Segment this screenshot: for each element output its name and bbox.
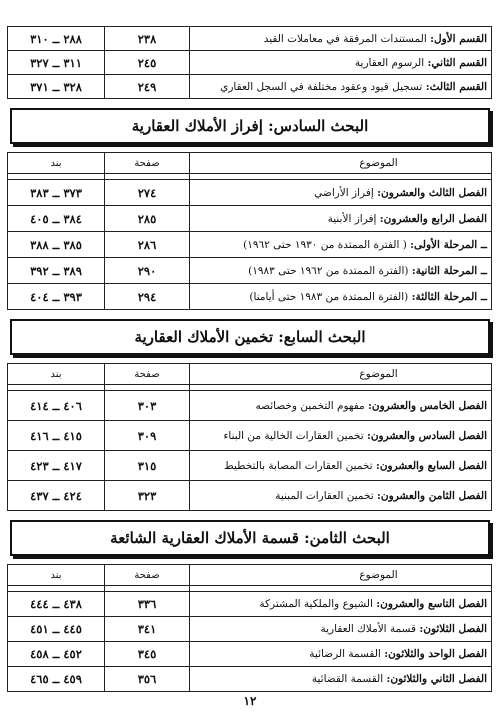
toc-item-range: ٣٨٥ ــ ٣٨٨ [8, 232, 105, 258]
toc-page-number: ٢٨٥ [105, 206, 190, 232]
toc-subject [190, 617, 492, 642]
toc-page-number: ٣٤٥ [105, 642, 190, 667]
toc-subject-text: الرسوم العقارية [354, 56, 428, 69]
toc-subject-text: إفراز الأراضي [314, 186, 378, 199]
page-number: ١٢ [243, 694, 257, 708]
toc-subject-text: (الفترة الممتدة من ١٩٦٢ حتى ١٩٨٣) [248, 264, 412, 277]
toc-page-number: ٢٧٤ [105, 180, 190, 206]
toc-subject-label: الفصل الواحد والثلاثون: [384, 648, 487, 660]
toc-subject-label: ــ المرحلة الثالثة: [411, 290, 487, 303]
toc-page-number: ٢٩٠ [105, 258, 190, 284]
section-title: البحث الثامن: قسمة الأملاك العقارية الشائعة [110, 529, 390, 547]
toc-subject-label: ــ المرحلة الثانية: [411, 264, 487, 277]
toc-row [8, 180, 492, 206]
toc-subject-label: القسم الثالث: [425, 80, 487, 93]
section-title-box [10, 520, 490, 556]
toc-header-row [8, 153, 492, 174]
toc-row [8, 284, 492, 310]
toc-page-number: ٢٣٨ [105, 27, 190, 51]
toc-item-range: ٤١٧ ــ ٤٢٣ [8, 451, 105, 481]
toc-row [8, 642, 492, 667]
toc-header-row [8, 565, 492, 586]
toc-table-section-7 [7, 363, 492, 511]
toc-page-number: ٣٠٩ [105, 421, 190, 451]
toc-page-number: ٢٩٤ [105, 284, 190, 310]
toc-page-number: ٣٠٣ [105, 391, 190, 421]
toc-subject [190, 232, 492, 258]
toc-row [8, 391, 492, 421]
toc-page-number: ٢٤٥ [105, 51, 190, 75]
toc-page [8, 26, 492, 692]
column-header-subject: الموضوع [190, 364, 492, 385]
toc-item-range: ٣٢٨ ــ ٣٧١ [8, 75, 105, 99]
toc-row [8, 451, 492, 481]
toc-subject-label: الفصل السابع والعشرون: [375, 459, 487, 472]
toc-subject-text: تخمين العقارات الخالية من البناء [223, 429, 367, 442]
toc-subject [190, 258, 492, 284]
toc-subject-label: الفصل الرابع والعشرون: [379, 212, 487, 225]
toc-subject-text: ( الفترة الممتدة من ١٩٣٠ حتى ١٩٦٢) [243, 238, 411, 251]
toc-subject [190, 51, 492, 75]
toc-subject-text: إفراز الأبنية [327, 212, 380, 225]
toc-item-range: ٤٢٤ ــ ٤٣٧ [8, 481, 105, 511]
toc-subject-label: القسم الأول: [430, 32, 487, 45]
section-title: البحث السابع: تخمين الأملاك العقارية [134, 328, 366, 346]
column-header-item: بند [8, 153, 105, 174]
toc-header-row [8, 364, 492, 385]
toc-subject-text: (الفترة الممتدة من ١٩٨٣ حتى أيامنا) [249, 290, 412, 303]
toc-subject [190, 421, 492, 451]
toc-subject-label: الفصل الثاني والثلاثون: [386, 673, 487, 685]
toc-page-number: ٣١٥ [105, 451, 190, 481]
toc-page-number: ٣٤١ [105, 617, 190, 642]
toc-row [8, 206, 492, 232]
toc-subject-label: ــ المرحلة الأولى: [410, 238, 487, 251]
toc-subject [190, 391, 492, 421]
toc-item-range: ٤٥٩ ــ ٤٦٥ [8, 667, 105, 692]
toc-subject-label: الفصل الثالث والعشرون: [377, 186, 487, 199]
toc-table-section-6 [7, 152, 492, 310]
column-header-page: صفحة [105, 364, 190, 385]
toc-subject [190, 284, 492, 310]
column-header-page: صفحة [105, 565, 190, 586]
section-title: البحث السادس: إفراز الأملاك العقارية [131, 117, 369, 135]
toc-item-range: ٣٩٣ ــ ٤٠٤ [8, 284, 105, 310]
toc-row [8, 481, 492, 511]
column-header-subject: الموضوع [190, 565, 492, 586]
toc-subject [190, 75, 492, 99]
toc-subject [190, 642, 492, 667]
toc-row [8, 51, 492, 75]
column-header-page: صفحة [105, 153, 190, 174]
toc-table-continued [7, 26, 492, 99]
column-header-subject: الموضوع [190, 153, 492, 174]
toc-subject-text: تخمين العقارات المصابة بالتخطيط [224, 459, 376, 472]
toc-subject-text: القسمة القضائية [311, 673, 387, 685]
toc-page-number: ٢٤٩ [105, 75, 190, 99]
toc-row [8, 232, 492, 258]
toc-row [8, 75, 492, 99]
section-title-box [10, 319, 490, 355]
toc-row [8, 421, 492, 451]
toc-page-number: ٣٥٦ [105, 667, 190, 692]
toc-subject [190, 481, 492, 511]
toc-subject-text: المستندات المرفقة في معاملات القيد [263, 32, 431, 45]
toc-row [8, 258, 492, 284]
toc-page-number: ٣٢٣ [105, 481, 190, 511]
toc-subject [190, 180, 492, 206]
toc-item-range: ٣٨٤ ــ ٤٠٥ [8, 206, 105, 232]
toc-table-section-8 [7, 564, 492, 692]
toc-item-range: ٤٤٥ ــ ٤٥١ [8, 617, 105, 642]
toc-row [8, 617, 492, 642]
toc-subject [190, 592, 492, 617]
toc-item-range: ٤٥٢ ــ ٤٥٨ [8, 642, 105, 667]
toc-item-range: ٢٨٨ ــ ٣١٠ [8, 27, 105, 51]
toc-subject-label: الفصل الثلاثون: [419, 623, 487, 635]
toc-subject [190, 206, 492, 232]
toc-subject [190, 667, 492, 692]
toc-subject [190, 27, 492, 51]
toc-subject-text: تخمين العقارات المبنية [275, 489, 378, 502]
toc-page-number: ٣٣٦ [105, 592, 190, 617]
toc-item-range: ٤٣٨ ــ ٤٤٤ [8, 592, 105, 617]
toc-row [8, 27, 492, 51]
toc-item-range: ٣٧٣ ــ ٣٨٣ [8, 180, 105, 206]
toc-subject-label: القسم الثاني: [427, 56, 487, 69]
toc-item-range: ٣١١ ــ ٣٢٧ [8, 51, 105, 75]
toc-subject-text: القسمة الرضائية [309, 648, 385, 660]
column-header-item: بند [8, 364, 105, 385]
toc-subject-text: مفهوم التخمين وخصائصه [255, 399, 369, 412]
toc-page-number: ٢٨٦ [105, 232, 190, 258]
toc-subject-label: الفصل السادس والعشرون: [366, 429, 487, 442]
toc-subject-label: الفصل الثامن والعشرون: [377, 489, 487, 502]
toc-item-range: ٣٨٩ ــ ٣٩٢ [8, 258, 105, 284]
toc-subject-label: الفصل الخامس والعشرون: [368, 399, 487, 412]
toc-subject-text: قسمة الأملاك العقارية [320, 623, 420, 635]
toc-subject-text: تسجيل قيود وعقود مختلفة في السجل العقاري [220, 80, 426, 93]
toc-subject-label: الفصل التاسع والعشرون: [376, 598, 487, 610]
section-title-box [10, 108, 490, 144]
toc-row [8, 667, 492, 692]
toc-item-range: ٤٠٦ ــ ٤١٤ [8, 391, 105, 421]
toc-subject-text: الشيوع والملكية المشتركة [259, 598, 377, 610]
toc-row [8, 592, 492, 617]
toc-item-range: ٤١٥ ــ ٤١٦ [8, 421, 105, 451]
toc-subject [190, 451, 492, 481]
column-header-item: بند [8, 565, 105, 586]
